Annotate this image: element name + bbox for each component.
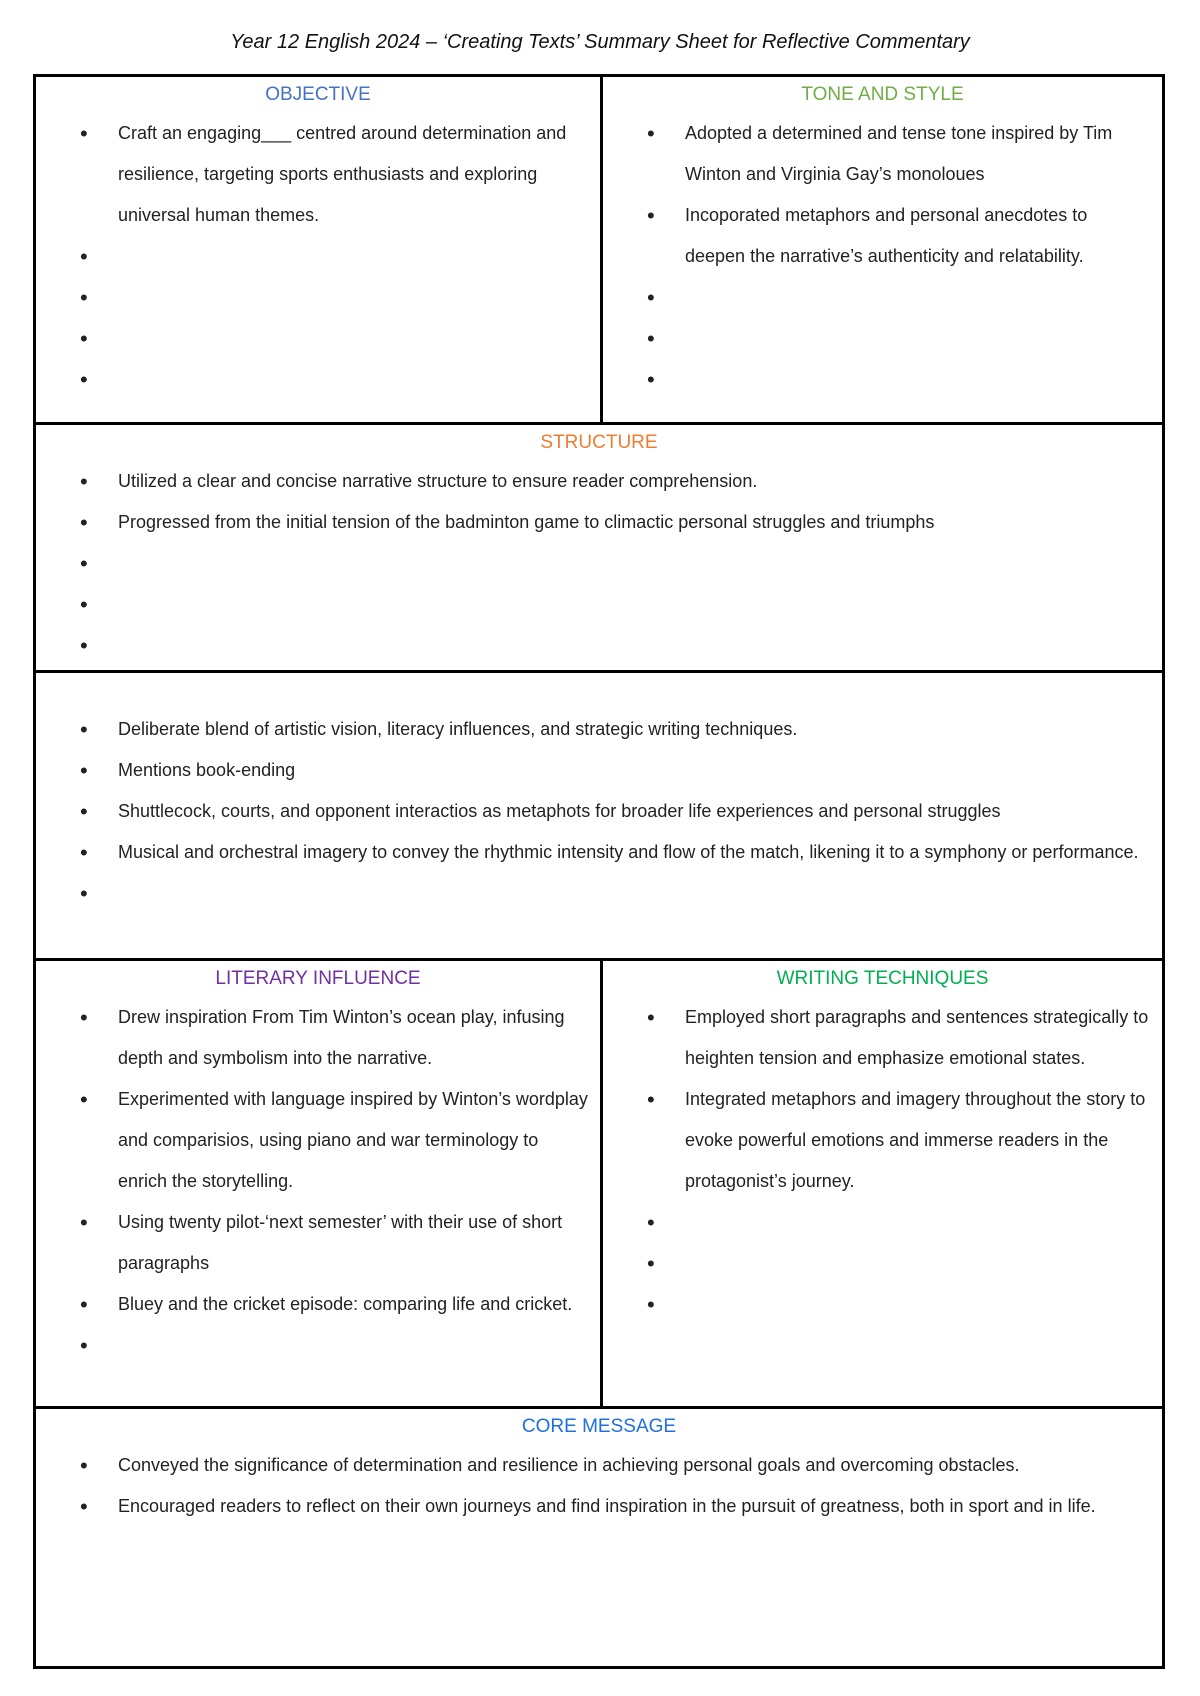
objective-list — [36, 113, 600, 400]
core-message-list — [36, 1445, 1162, 1527]
core-message-heading: CORE MESSAGE — [521, 1416, 677, 1437]
core-message-section — [36, 1409, 1162, 1666]
list-item: • Utilized a clear and concise narrative structure to ensure reader comprehension. — [36, 461, 1150, 502]
list-item: • Bluey and the cricket episode: comparing life and cricket. — [36, 1284, 588, 1325]
structure-section — [36, 425, 1162, 670]
objective-heading: OBJECTIVE — [265, 84, 371, 105]
list-item: • Mentions book-ending — [36, 750, 1150, 791]
list-item: • Drew inspiration From Tim Winton’s ocean play, infusing depth and symbolism into the narrative. — [36, 997, 588, 1079]
structure-list — [36, 461, 1162, 666]
objective-section — [36, 77, 600, 422]
untitled-section — [36, 673, 1162, 958]
list-item — [603, 1243, 1150, 1284]
list-item — [603, 1202, 1150, 1243]
list-item: • Shuttlecock, courts, and opponent interactios as metaphots for broader life experiences and personal struggles — [36, 791, 1150, 832]
list-item — [36, 873, 1150, 914]
list-item: • Conveyed the significance of determination and resilience in achieving personal goals and overcoming obstacles. — [36, 1445, 1150, 1486]
writing-techniques-heading: WRITING TECHNIQUES — [776, 968, 989, 989]
literary-influence-heading: LITERARY INFLUENCE — [215, 968, 421, 989]
tone-style-section — [603, 77, 1162, 422]
structure-heading: STRUCTURE — [540, 432, 658, 453]
untitled-heading — [36, 679, 1162, 703]
list-item — [603, 318, 1150, 359]
list-item — [36, 277, 588, 318]
list-item: • Craft an engaging___ centred around determination and resilience, targeting sports enthusiasts and exploring universal human themes. — [36, 113, 588, 236]
list-item — [36, 359, 588, 400]
list-item — [36, 584, 1150, 625]
list-item — [36, 318, 588, 359]
writing-techniques-list — [603, 997, 1162, 1325]
list-item — [603, 277, 1150, 318]
tone-style-list — [603, 113, 1162, 400]
document-title: Year 12 English 2024 – ‘Creating Texts’ Summary Sheet for Reflective Commentary — [230, 31, 970, 53]
list-item — [36, 543, 1150, 584]
list-item: • Experimented with language inspired by Winton’s wordplay and comparisios, using piano and war terminology to enrich the storytelling. — [36, 1079, 588, 1202]
list-item: • Integrated metaphors and imagery throughout the story to evoke powerful emotions and immerse readers in the protagonist’s journey. — [603, 1079, 1150, 1202]
list-item: • Deliberate blend of artistic vision, literacy influences, and strategic writing techniques. — [36, 709, 1150, 750]
list-item: • Employed short paragraphs and sentences strategically to heighten tension and emphasize emotional states. — [603, 997, 1150, 1079]
list-item — [36, 625, 1150, 666]
writing-techniques-section — [603, 961, 1162, 1406]
list-item: • Adopted a determined and tense tone inspired by Tim Winton and Virginia Gay’s monoloues — [603, 113, 1150, 195]
list-item: • Incoporated metaphors and personal anecdotes to deepen the narrative’s authenticity and relatability. — [603, 195, 1150, 277]
list-item — [603, 1284, 1150, 1325]
summary-table — [33, 74, 1165, 1669]
list-item: • Musical and orchestral imagery to convey the rhythmic intensity and flow of the match, likening it to a symphony or performance. — [36, 832, 1150, 873]
literary-influence-list — [36, 997, 600, 1366]
list-item: • Using twenty pilot-‘next semester’ with their use of short paragraphs — [36, 1202, 588, 1284]
literary-influence-section — [36, 961, 600, 1406]
list-item — [36, 1325, 588, 1366]
list-item: • Progressed from the initial tension of the badminton game to climactic personal struggles and triumphs — [36, 502, 1150, 543]
list-item — [603, 359, 1150, 400]
list-item — [36, 236, 588, 277]
list-item: • Encouraged readers to reflect on their own journeys and find inspiration in the pursuit of greatness, both in sport and in life. — [36, 1486, 1150, 1527]
tone-style-heading: TONE AND STYLE — [801, 84, 964, 105]
untitled-list — [36, 709, 1162, 914]
